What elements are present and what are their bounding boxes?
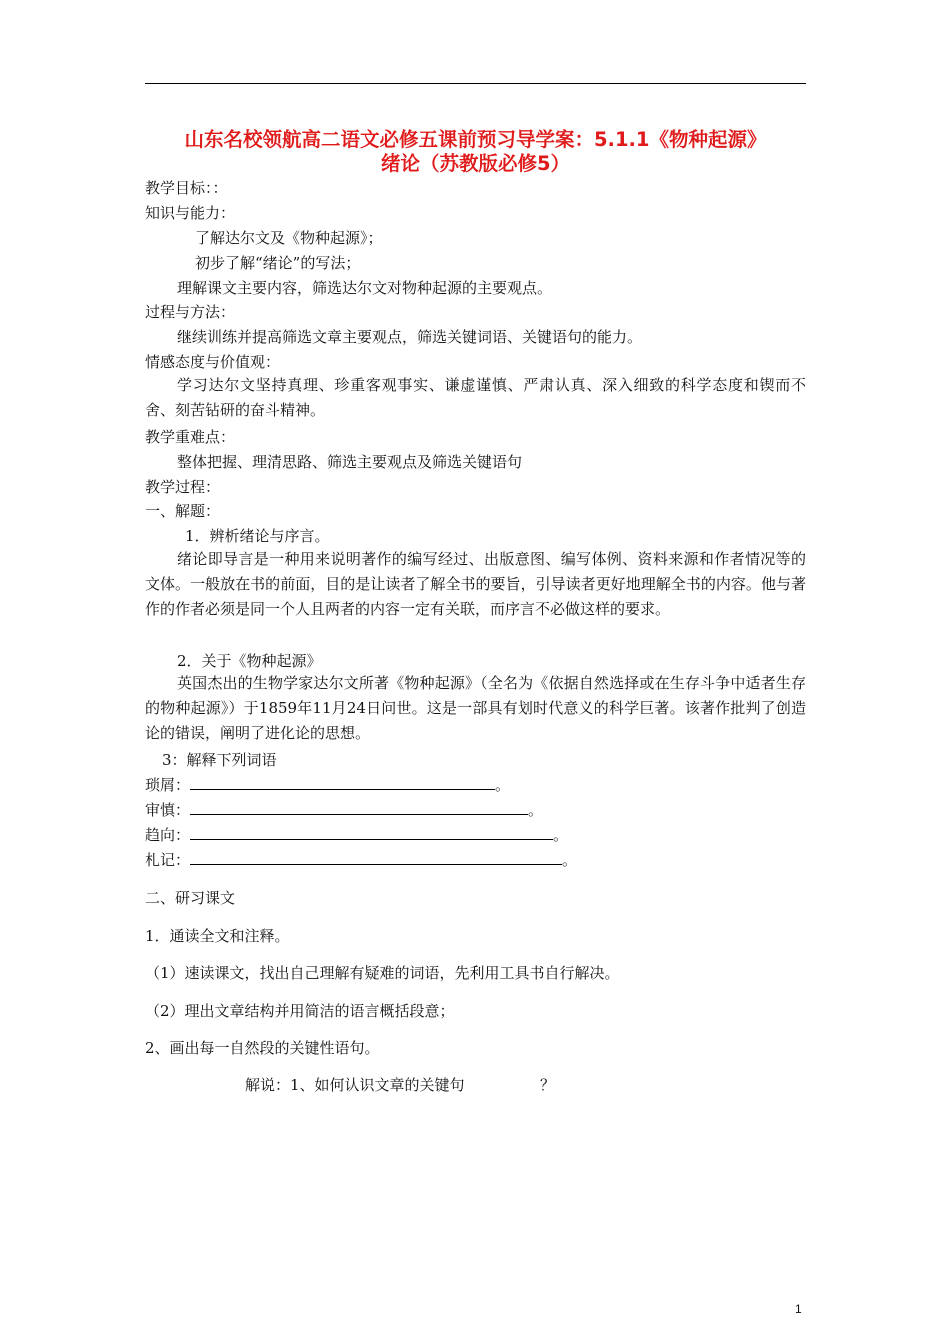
vocab-word: 札记： [145,851,191,869]
vocab-word: 审慎： [145,801,191,819]
answer-blank[interactable] [190,776,495,790]
knowledge-item-3: 理解课文主要内容，筛选达尔文对物种起源的主要观点。 [177,279,553,297]
difficulty-heading: 教学重难点： [145,428,236,446]
item-1-text: 绪论即导言是一种用来说明著作的编写经过、出版意图、编写体例、资料来源和作者情况等的文体。一般放在书的前面，目的是让读者了解全书的要旨，引导读者更好地理解全书的内容。他与著作的作者必须是同一个人且两者的内容一定有关联，而序言不必做这样的要求。 [145,550,806,618]
objectives-heading: 教学目标：： [145,179,228,197]
study-item-1: 1．通读全文和注释。 [145,927,290,945]
difficulty-text: 整体把握、理清思路、筛选主要观点及筛选关键语句 [177,453,523,471]
vocab-word: 琐屑： [145,776,191,794]
item-1-heading: 1．辨析绪论与序言。 [185,527,330,545]
page-number: 1 [795,1302,802,1316]
answer-blank[interactable] [190,801,528,815]
explain-question-mark: ？ [540,1076,556,1094]
header-rule [145,83,806,84]
process-text: 继续训练并提高筛选文章主要观点，筛选关键词语、关键语句的能力。 [177,328,643,346]
section-2-heading: 二、研习课文 [145,889,236,907]
item-2-heading: 2．关于《物种起源》 [177,652,322,670]
item-2-text: 英国杰出的生物学家达尔文所著《物种起源》（全名为《依据自然选择或在生存斗争中适者生存的物种起源》）于1859年11月24日问世。这是一部具有划时代意义的科学巨著。该著作批判了创造论的错误，阐明了进化论的思想。 [145,674,806,742]
emotion-heading: 情感态度与价值观： [145,353,281,371]
vocab-word: 趋向： [145,826,191,844]
knowledge-heading: 知识与能力： [145,204,236,222]
title-line-1: 山东名校领航高二语文必修五课前预习导学案：5.1.1《物种起源》 [184,128,767,151]
vocab-row-4: 札记： 。 [145,851,578,869]
emotion-text: 学习达尔文坚持真理、珍重客观事实、谦虚谨慎、严肃认真、深入细致的科学态度和锲而不舍、刻苦钻研的奋斗精神。 [145,376,806,419]
study-item-2: 2、画出每一自然段的关键性语句。 [145,1039,380,1057]
title-line-2: 绪论（苏教版必修5） [380,152,571,175]
section-1-heading: 一、解题： [145,502,221,520]
vocab-row-3: 趋向： 。 [145,826,569,844]
explain-label: 解说：1、如何认识文章的关键句 [245,1076,465,1094]
knowledge-item-1: 了解达尔文及《物种起源》； [195,229,383,247]
answer-blank[interactable] [190,826,553,840]
vocab-row-2: 审慎： 。 [145,801,544,819]
knowledge-item-2: 初步了解“绪论”的写法； [195,254,361,272]
teaching-process-heading: 教学过程： [145,478,221,496]
study-item-1b: （2）理出文章结构并用简洁的语言概括段意； [145,1002,455,1020]
answer-blank[interactable] [190,851,562,865]
study-item-1a: （1）速读课文，找出自己理解有疑难的词语，先利用工具书自行解决。 [145,964,620,982]
process-heading: 过程与方法： [145,303,236,321]
vocab-row-1: 琐屑： 。 [145,776,511,794]
item-3-heading: 3：解释下列词语 [162,751,277,769]
